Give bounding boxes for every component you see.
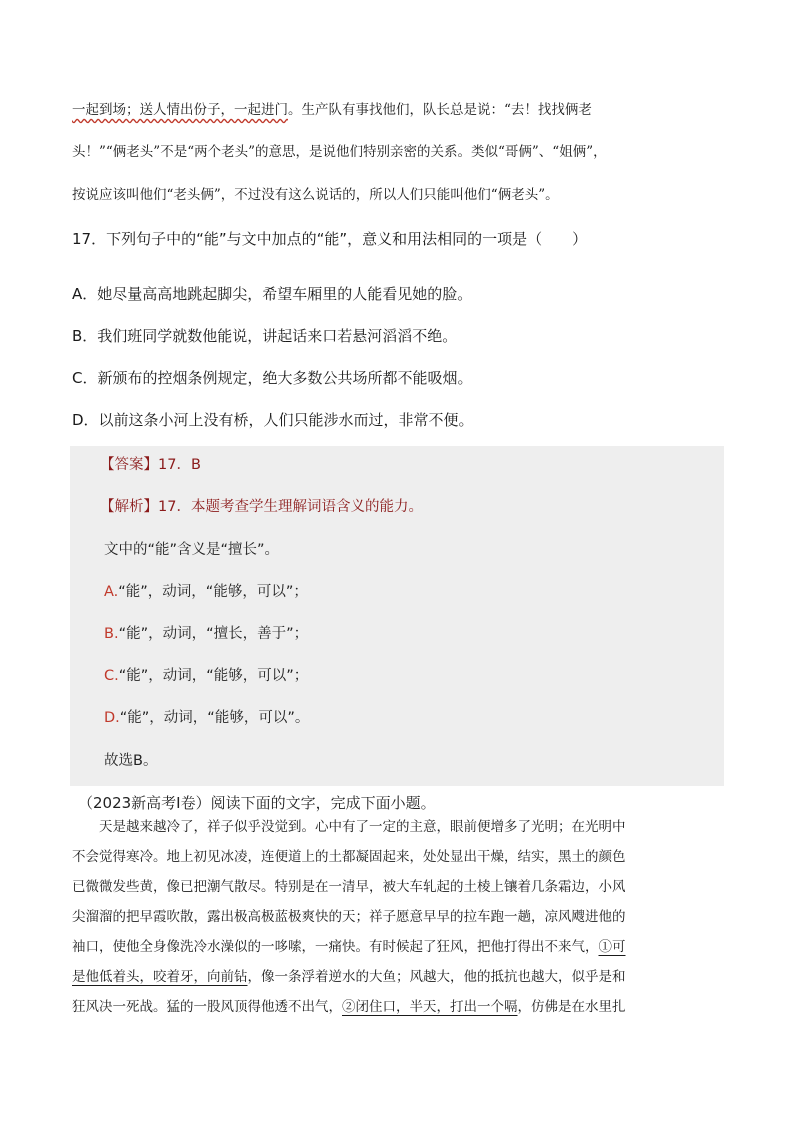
passage-line-7-rest: ，仿佛是在水里扎 xyxy=(517,999,626,1015)
underlined-phrase-2: ②闭住口，半天，打出一个嗝 xyxy=(342,999,518,1015)
analysis-value: 17．本题考查学生理解词语含义的能力。 xyxy=(158,499,423,515)
intro-line-2: 头！”“俩老头”不是“两个老头”的意思，是说他们特别亲密的关系。类似“哥俩”、“姐俩”， xyxy=(72,144,607,160)
answer-line xyxy=(100,453,201,474)
intro-wavy-text: 一起到场；送人情出份子，一起进门 xyxy=(72,102,288,118)
option-note-d-letter: D. xyxy=(104,710,120,726)
option-note-a xyxy=(104,580,308,601)
option-note-a-letter: A. xyxy=(104,584,119,600)
option-note-d xyxy=(104,706,309,727)
intro-line-1 xyxy=(72,98,724,118)
option-d: D．以前这条小河上没有桥，人们只能涉水而过，非常不便。 xyxy=(72,411,474,429)
passage-line-1: 天是越来越冷了，祥子似乎没觉到。心中有了一定的主意，眼前便增多了光明；在光明中 xyxy=(72,819,626,835)
option-note-d-text: “能”，动词，“能够，可以”。 xyxy=(119,710,310,726)
option-note-c-letter: C. xyxy=(104,668,119,684)
passage-line-7-pre: 狂风决一死战。猛的一股风顶得他透不出气， xyxy=(72,999,342,1015)
passage-line-6 xyxy=(72,962,724,992)
option-note-c-text: “能”，动词，“能够，可以”； xyxy=(118,668,309,684)
conclusion-line: 故选B。 xyxy=(104,753,158,769)
passage-line-6-rest: ，像一条浮着逆水的大鱼；风越大，他的抵抗也越大，似乎是和 xyxy=(247,969,626,985)
analysis-label: 【解析】 xyxy=(100,499,158,515)
option-c: C．新颁布的控烟条例规定，绝大多数公共场所都不能吸烟。 xyxy=(72,369,473,387)
option-a: A．她尽量高高地跳起脚尖，希望车厢里的人能看见她的脸。 xyxy=(72,285,473,303)
question-stem: 17．下列句子中的“能”与文中加点的“能”，意义和用法相同的一项是（ ） xyxy=(72,230,588,248)
answer-label: 【答案】 xyxy=(100,457,158,473)
context-line: 文中的“能”含义是“擅长”。 xyxy=(104,542,280,558)
analysis-line xyxy=(100,495,423,516)
passage-line-2: 不会觉得寒冷。地上初见冰凌，连便道上的土都凝固起来，处处显出干燥，结实，黑土的颜色 xyxy=(72,849,626,865)
answer-value: 17．B xyxy=(158,457,201,473)
passage-line-4: 尖溜溜的把早霞吹散，露出极高极蓝极爽快的天；祥子愿意早早的拉车跑一趟，凉风飕进他的 xyxy=(72,909,626,925)
intro-line-1-rest: 。生产队有事找他们，队长总是说：“去！找找俩老 xyxy=(288,102,592,118)
option-note-b-letter: B. xyxy=(104,626,119,642)
option-note-a-text: “能”，动词，“能够，可以”； xyxy=(118,584,308,600)
passage-line-3: 已微微发些黄，像已把潮气散尽。特别是在一清早，被大车轧起的土棱上镶着几条霜边，小风 xyxy=(72,879,626,895)
passage-line-5-text: 袖口，使他全身像洗冷水澡似的一哆嗦，一痛快。有时候起了狂风，把他打得出不来气， xyxy=(72,939,599,955)
source-line: （2023新高考Ⅰ卷）阅读下面的文字，完成下面小题。 xyxy=(78,794,436,812)
passage-line-5 xyxy=(72,932,724,962)
option-note-b xyxy=(104,622,308,643)
underlined-phrase-1-end: 是他低着头，咬着牙，向前钻 xyxy=(72,969,248,985)
option-note-b-text: “能”，动词，“擅长，善于”； xyxy=(118,626,309,642)
passage xyxy=(72,812,724,1022)
option-b: B．我们班同学就数他能说，讲起话来口若悬河滔滔不绝。 xyxy=(72,327,458,345)
passage-line-7 xyxy=(72,992,724,1022)
option-note-c xyxy=(104,664,308,685)
intro-line-3: 按说应该叫他们“老头俩”，不过没有这么说话的，所以人们只能叫他们“俩老头”。 xyxy=(72,187,559,203)
underlined-phrase-1-start: ①可 xyxy=(598,939,626,955)
